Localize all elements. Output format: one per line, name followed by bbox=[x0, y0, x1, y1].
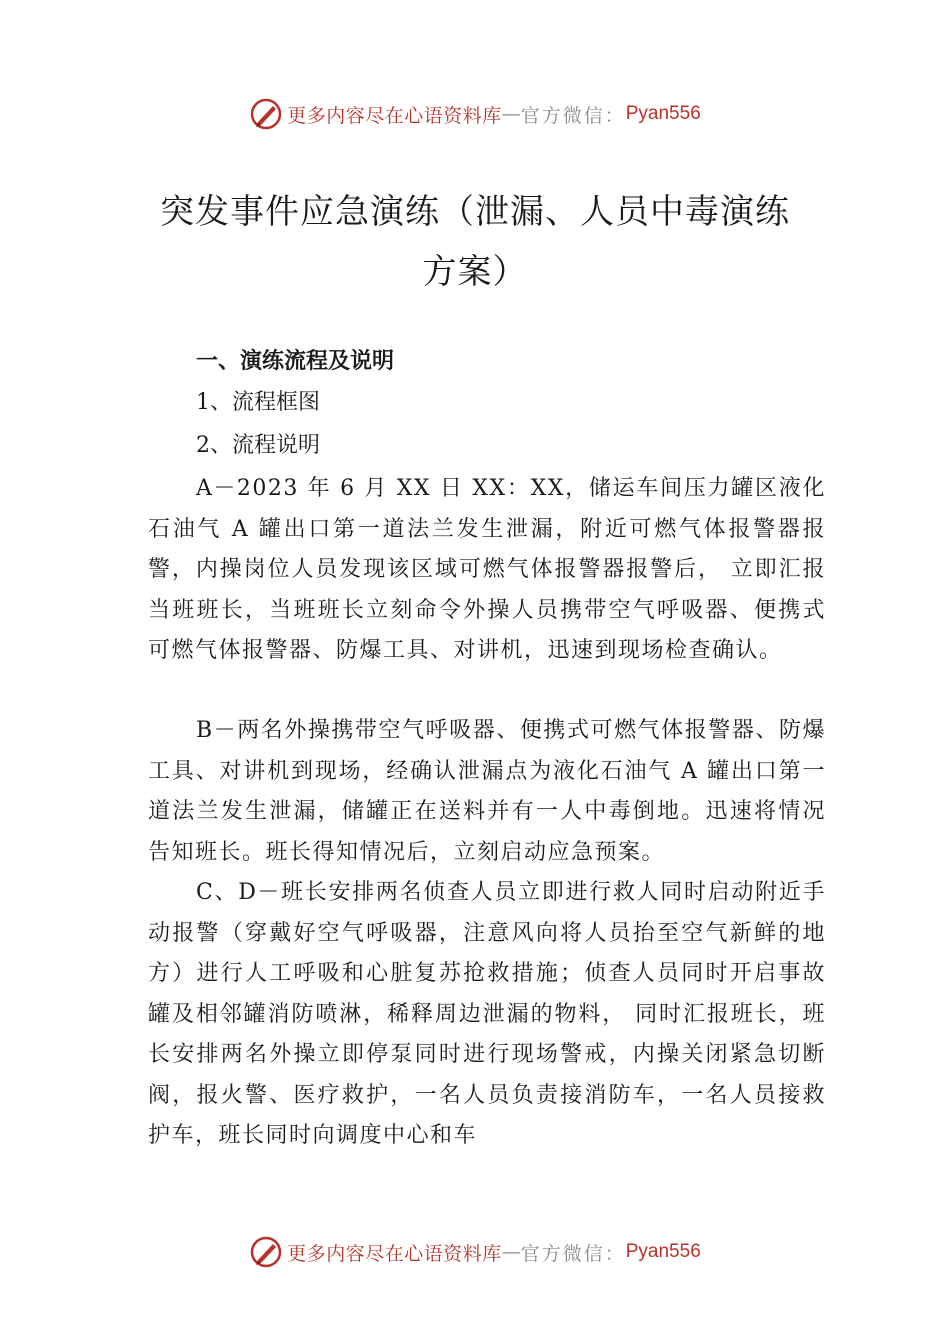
section-heading: 一、演练流程及说明 bbox=[196, 349, 395, 374]
banner-text-wechat-label: 官方微信： bbox=[520, 1242, 626, 1265]
banner-wechat-id: Pyan556 bbox=[625, 1241, 701, 1262]
banner-text-main: 更多内容尽在心语资料库 bbox=[287, 104, 502, 127]
watermark-banner-top bbox=[0, 94, 950, 134]
paragraph-a: A－2023 年 6 月 XX 日 XX：XX，储运车间压力罐区液化石油气 A 罐出口第一道法兰发生泄漏，附近可燃气体报警器报警，内操岗位人员发现该区域可燃气体报警器报警后， 立即汇报当班班长，当班班长立刻命令外操人员携带空气呼吸器、便携式可燃气体报警器、防爆工具、对讲机，迅速到现场检查确认。 bbox=[148, 476, 826, 663]
title-line-1: 突发事件应急演练（泄漏、人员中毒演练 bbox=[160, 192, 790, 232]
pen-logo-icon bbox=[249, 97, 283, 131]
subsection-item-2: 2、流程说明 bbox=[196, 433, 320, 458]
document-title bbox=[150, 182, 800, 302]
paragraph-cd: C、D－班长安排两名侦查人员立即进行救人同时启动附近手动报警（穿戴好空气呼吸器，注意风向将人员抬至空气新鲜的地方）进行人工呼吸和心脏复苏抢救措施；侦查人员同时开启事故罐及相邻罐消防喷淋，稀释周边泄漏的物料， 同时汇报班长，班长安排两名外操立即停泵同时进行现场警戒，内操关闭紧急切断阀，报火警、医疗救护，一名人员负责接消防车，一名人员接救护车，班长同时向调度中心和车 bbox=[148, 880, 826, 1148]
subsection-item-1: 1、流程框图 bbox=[196, 390, 320, 415]
banner-dash: — bbox=[501, 1241, 521, 1263]
title-line-2: 方案） bbox=[422, 252, 528, 292]
banner-text-wechat-label: 官方微信： bbox=[520, 104, 626, 127]
banner-dash: — bbox=[501, 103, 521, 125]
banner-wechat-id: Pyan556 bbox=[625, 103, 701, 124]
pen-logo-icon bbox=[249, 1235, 283, 1269]
watermark-banner-bottom bbox=[0, 1232, 950, 1272]
paragraph-b: B－两名外操携带空气呼吸器、便携式可燃气体报警器、防爆工具、对讲机到现场，经确认泄漏点为液化石油气 A 罐出口第一道法兰发生泄漏，储罐正在送料并有一人中毒倒地。迅速将情况告知班长。班长得知情况后，立刻启动应急预案。 bbox=[148, 718, 826, 865]
banner-text-main: 更多内容尽在心语资料库 bbox=[287, 1242, 502, 1265]
